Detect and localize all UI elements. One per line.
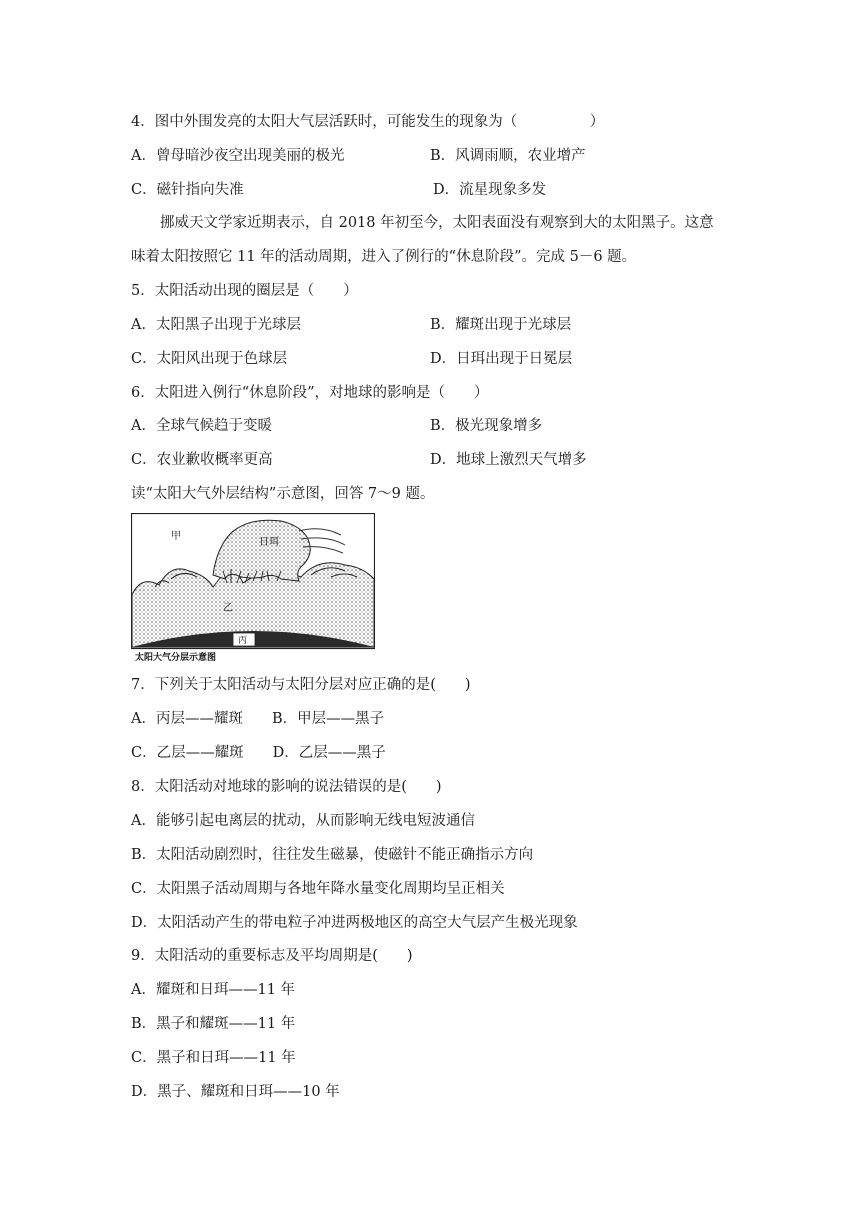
question-9-option-b: B．黑子和耀斑——11 年 <box>131 1016 296 1032</box>
label-rier: 日珥 <box>259 537 279 548</box>
question-4-option-c: C．磁针指向失准 <box>131 182 244 198</box>
passage-line-2: 味着太阳按照它 11 年的活动周期，进入了例行的“休息阶段”。完成 5－6 题。 <box>131 249 637 265</box>
question-9-option-c: C．黑子和日珥——11 年 <box>131 1050 296 1066</box>
question-8-option-b: B．太阳活动剧烈时，往往发生磁暴，使磁针不能正确指示方向 <box>131 847 534 863</box>
question-4-option-b: B．风调雨顺，农业增产 <box>430 148 586 164</box>
question-5-stem: 5．太阳活动出现的圈层是（ ） <box>131 283 358 299</box>
question-8-option-a: A．能够引起电离层的扰动，从而影响无线电短波通信 <box>131 813 475 829</box>
question-6-option-c: C．农业歉收概率更高 <box>131 452 273 468</box>
question-6-option-a: A．全球气候趋于变暖 <box>131 418 272 434</box>
question-5-option-c: C．太阳风出现于色球层 <box>131 351 288 367</box>
solar-atmosphere-figure <box>131 513 375 663</box>
question-5-option-a: A．太阳黑子出现于光球层 <box>131 317 301 333</box>
label-yi: 乙 <box>223 603 233 614</box>
question-7-stem: 7．下列关于太阳活动与太阳分层对应正确的是( ) <box>131 677 471 693</box>
passage-line-1: 挪威天文学家近期表示，自 2018 年初至今，太阳表面没有观察到大的太阳黑子。这意 <box>160 215 714 231</box>
question-7-options-row-2: C．乙层——耀斑 D．乙层——黑子 <box>131 745 386 761</box>
question-4-stem: 4．图中外围发亮的太阳大气层活跃时，可能发生的现象为（ ） <box>131 114 605 130</box>
label-bing: 丙 <box>238 636 248 646</box>
question-6-option-b: B．极光现象增多 <box>430 418 543 434</box>
figure-caption: 太阳大气分层示意图 <box>135 653 217 663</box>
question-6-stem: 6．太阳进入例行“休息阶段”，对地球的影响是（ ） <box>131 385 489 401</box>
label-jia: 甲 <box>171 531 181 542</box>
question-8-option-c: C．太阳黑子活动周期与各地年降水量变化周期均呈正相关 <box>131 881 505 897</box>
question-8-option-d: D．太阳活动产生的带电粒子冲进两极地区的高空大气层产生极光现象 <box>131 915 578 931</box>
question-5-option-b: B．耀斑出现于光球层 <box>430 317 572 333</box>
question-9-option-d: D．黑子、耀斑和日珥——10 年 <box>131 1084 340 1100</box>
question-7-options-row-1: A．丙层——耀斑 B．甲层——黑子 <box>131 711 385 727</box>
figure-intro: 读“太阳大气外层结构”示意图，回答 7～9 题。 <box>131 486 435 502</box>
question-4-option-d: D．流星现象多发 <box>433 182 547 198</box>
question-5-option-d: D．日珥出现于日冕层 <box>430 351 573 367</box>
question-9-option-a: A．耀斑和日珥——11 年 <box>131 982 296 998</box>
question-6-option-d: D．地球上激烈天气增多 <box>430 452 587 468</box>
question-8-stem: 8．太阳活动对地球的影响的说法错误的是( ) <box>131 779 442 795</box>
question-4-option-a: A．曾母暗沙夜空出现美丽的极光 <box>131 148 345 164</box>
question-9-stem: 9．太阳活动的重要标志及平均周期是( ) <box>131 948 413 964</box>
